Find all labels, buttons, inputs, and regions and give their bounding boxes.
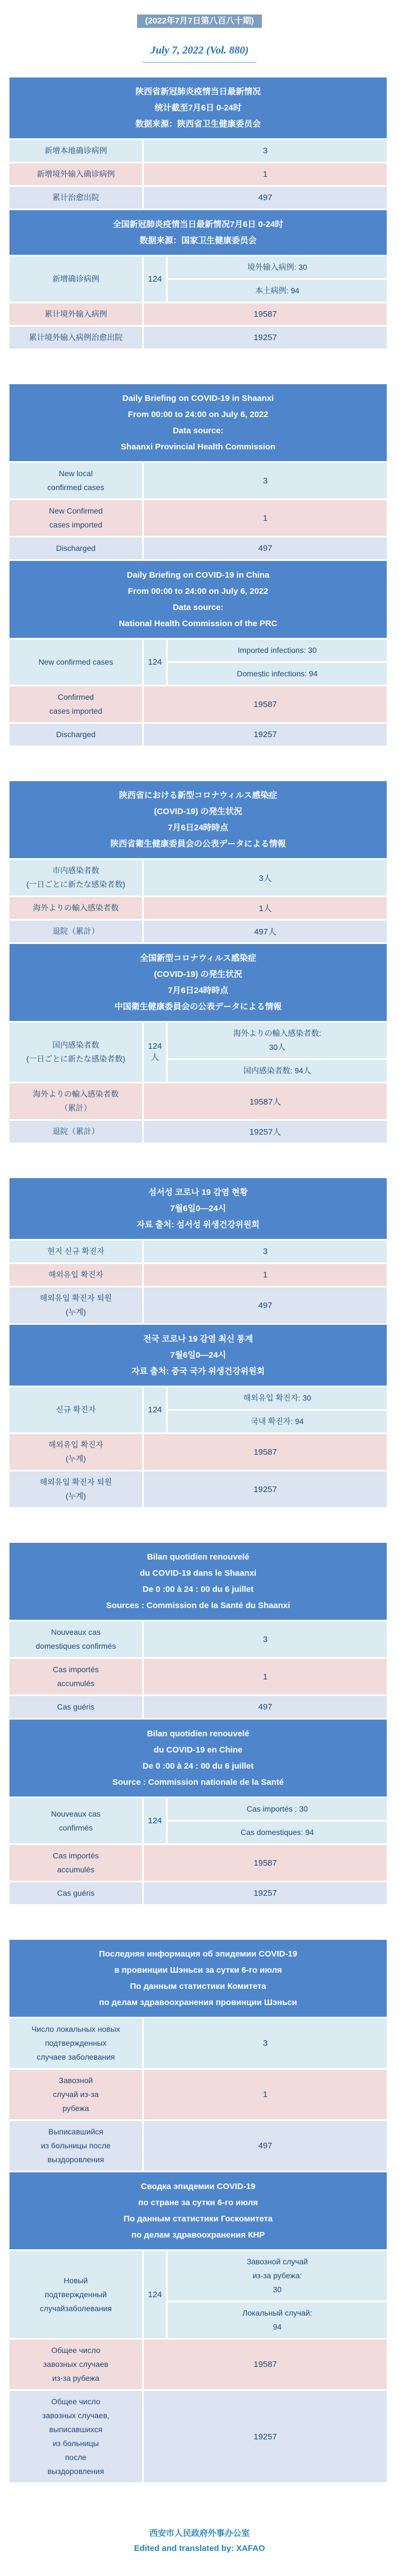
row-label-line: cases imported xyxy=(49,706,103,715)
row-label xyxy=(9,187,142,209)
row-label xyxy=(9,921,142,942)
row-label xyxy=(9,2070,142,2119)
row-breakdown-imported xyxy=(168,2251,387,2301)
table-header-line: 7월6일0—24시 xyxy=(170,1204,226,1213)
row-label-line: подтвержденный xyxy=(45,2289,107,2299)
row-value: 1 xyxy=(144,1264,387,1286)
row-value: 497 xyxy=(144,187,387,209)
row-label-line: 退院（累計） xyxy=(52,927,99,936)
table-row xyxy=(9,140,387,162)
row-label-line: рубежа xyxy=(62,2104,89,2113)
row-label xyxy=(9,2018,142,2068)
row-value: 3 xyxy=(144,1241,387,1262)
section-english xyxy=(9,384,387,745)
row-label xyxy=(9,1083,142,1119)
footer-organization: 西安市人民政府外事办公室 xyxy=(149,2529,250,2538)
table-row xyxy=(9,463,387,498)
table-header-line: 全国新型コロナウィルス感染症 xyxy=(140,953,256,963)
breakdown-line: Domestic infections: 94 xyxy=(237,669,318,678)
row-label xyxy=(9,1696,142,1718)
table-header-line: De 0 :00 à 24 : 00 du 6 juillet xyxy=(142,1761,254,1771)
row-value: 19257 xyxy=(144,327,387,348)
row-breakdown xyxy=(168,2251,387,2338)
russian-table-china-header xyxy=(9,2172,387,2249)
row-value: 19587 xyxy=(144,1845,387,1881)
row-total-value: 124 xyxy=(144,2251,166,2338)
row-label-line: после xyxy=(65,2453,87,2462)
footer xyxy=(0,2526,399,2556)
row-value: 3 xyxy=(144,2018,387,2068)
row-label-line: Nouveaux cas xyxy=(51,1809,101,1818)
row-label-line: Cas guéris xyxy=(57,1889,95,1897)
row-label-line: из больницы после xyxy=(41,2141,111,2150)
row-label-line: 累计境外输入病例治愈出院 xyxy=(29,333,123,342)
table-row xyxy=(9,163,387,185)
table-header-line: 7月6日24時時点 xyxy=(168,823,228,832)
row-label xyxy=(9,1659,142,1694)
row-value: 19257人 xyxy=(144,1121,387,1142)
french-table-shaanxi-header xyxy=(9,1543,387,1620)
table-row xyxy=(9,2018,387,2068)
table-header-line: По данным статистики Комитета xyxy=(130,1982,266,1991)
table-header-line: 陕西省における新型コロナウィルス感染症 xyxy=(119,791,278,800)
row-label-line: Выписавшийся xyxy=(48,2127,104,2136)
row-total-value: 124 xyxy=(144,256,166,302)
row-label-line: случайзаболевания xyxy=(40,2303,112,2313)
table-header-line: Daily Briefing on COVID-19 in Shaanxi xyxy=(122,394,274,403)
row-label xyxy=(9,860,142,895)
breakdown-line: 境外输入病例: 30 xyxy=(247,263,308,272)
row-value: 1 xyxy=(144,163,387,185)
row-label-line: 신규 확진자 xyxy=(56,1405,96,1414)
row-breakdown xyxy=(168,1023,387,1082)
table-row xyxy=(9,256,387,302)
table-header-line: в провинции Шэньси за сутки 6-го июля xyxy=(114,1965,282,1975)
breakdown-line: Imported infections: 30 xyxy=(237,646,317,655)
table-header-line: 섬서성 코로나 19 감염 현황 xyxy=(148,1188,248,1197)
row-label-line: Общее число xyxy=(51,2397,100,2406)
row-label-line: cases imported xyxy=(49,520,103,529)
row-label-line: 新增确诊病例 xyxy=(52,274,99,283)
table-header-line: From 00:00 to 24:00 on July 6, 2022 xyxy=(128,410,269,419)
row-label-line: (누계) xyxy=(65,1308,86,1316)
row-label xyxy=(9,1621,142,1657)
table-row xyxy=(9,500,387,536)
row-label xyxy=(9,1471,142,1507)
section-chinese xyxy=(9,78,387,348)
row-value: 19257 xyxy=(144,2391,387,2482)
table-row xyxy=(9,1845,387,1881)
row-breakdown-domestic xyxy=(168,1822,387,1843)
table-row xyxy=(9,187,387,209)
row-label-line: Cas importés xyxy=(52,1665,99,1674)
row-label-line: 해외유입 확진자 xyxy=(48,1440,104,1449)
row-label-line: (一日ごとに新たな感染者数) xyxy=(26,1054,125,1063)
section-french xyxy=(9,1543,387,1904)
row-label-line: выздоровления xyxy=(47,2155,104,2164)
table-header-line: Shaanxi Provincial Health Commission xyxy=(120,442,276,452)
breakdown-line: 94 xyxy=(273,2322,282,2331)
row-label xyxy=(9,1121,142,1142)
row-label xyxy=(9,1023,142,1082)
row-breakdown-imported xyxy=(168,256,387,278)
table-header-line: Последняя информация об эпидемии COVID-19 xyxy=(99,1949,298,1959)
row-label-line: 해외유입 확진자 퇴원 xyxy=(40,1294,112,1302)
row-value: 19587 xyxy=(144,2340,387,2389)
table-header-line: по делам здравоохранения КНР xyxy=(131,2230,265,2240)
table-row xyxy=(9,1882,387,1904)
row-label xyxy=(9,303,142,325)
row-label-line: domestiques confirmés xyxy=(36,1642,116,1650)
row-label xyxy=(9,1241,142,1262)
row-breakdown-imported xyxy=(168,1387,387,1409)
row-label-line: 国内感染者数 xyxy=(52,1040,99,1049)
row-label-line: New local xyxy=(59,469,93,478)
table-header-line: Sources : Commission de la Santé du Shaanxi xyxy=(106,1601,290,1610)
row-label-line: 海外よりの輸入感染者数 xyxy=(33,1090,119,1098)
row-breakdown-imported xyxy=(168,1023,387,1058)
date-line: July 7, 2022 (Vol. 880) xyxy=(143,45,256,63)
table-header-line: Сводка эпидемии COVID-19 xyxy=(140,2182,256,2191)
row-label-line: 新增境外输入确诊病例 xyxy=(37,170,115,178)
table-header-line: Data source: xyxy=(173,603,223,612)
row-label xyxy=(9,163,142,185)
breakdown-line: 해외유입 확진자: 30 xyxy=(243,1393,312,1402)
row-label-line: Cas importés xyxy=(52,1851,99,1860)
row-label xyxy=(9,897,142,919)
row-label-line: （累計） xyxy=(60,1103,91,1112)
english-table-china-header xyxy=(9,561,387,638)
row-value: 19257 xyxy=(144,724,387,745)
table-header-line: Data source: xyxy=(173,426,223,435)
table-row xyxy=(9,1434,387,1470)
table-header-line: Daily Briefing on COVID-19 in China xyxy=(126,570,270,580)
table-row xyxy=(9,538,387,559)
row-label xyxy=(9,640,142,685)
table-header-line: 자료 출처: 중국 국가 위생건강위원회 xyxy=(131,1367,265,1376)
breakdown-line: 30人 xyxy=(269,1043,286,1052)
row-label-line: (누계) xyxy=(65,1492,86,1500)
row-label-line: Завозной xyxy=(59,2076,93,2085)
row-breakdown xyxy=(168,640,387,685)
row-value: 3 xyxy=(144,463,387,498)
row-value: 3 xyxy=(144,140,387,162)
row-label-line: New Confirmed xyxy=(48,506,103,515)
row-breakdown xyxy=(168,1387,387,1432)
table-header-line: 7月6日24時時点 xyxy=(168,986,228,995)
row-label xyxy=(9,1845,142,1881)
row-value: 1 xyxy=(144,2070,387,2119)
table-row xyxy=(9,2340,387,2389)
row-value: 19257 xyxy=(144,1471,387,1507)
row-label-line: из-за рубежа xyxy=(52,2374,100,2383)
table-header-line: De 0 :00 à 24 : 00 du 6 juillet xyxy=(142,1585,254,1594)
table-row xyxy=(9,2391,387,2482)
row-value: 19587 xyxy=(144,303,387,325)
row-label xyxy=(9,1434,142,1470)
russian-table-shaanxi-header xyxy=(9,1940,387,2017)
row-label xyxy=(9,327,142,348)
table-row xyxy=(9,303,387,325)
row-value: 19257 xyxy=(144,1882,387,1904)
row-value: 497 xyxy=(144,538,387,559)
table-row xyxy=(9,640,387,685)
table-row xyxy=(9,1621,387,1657)
row-label-line: Nouveaux cas xyxy=(51,1628,101,1636)
row-label-line: 해외유입 확진자 xyxy=(48,1270,104,1279)
table-row xyxy=(9,2070,387,2119)
row-total-value: 124 xyxy=(144,640,166,685)
row-label-line: Общее число xyxy=(51,2346,100,2355)
row-label-line: Новый xyxy=(64,2275,88,2285)
row-value: 1 xyxy=(144,500,387,536)
row-label-line: выписавшихся xyxy=(49,2425,103,2434)
section-russian xyxy=(9,1940,387,2482)
table-header-line: 数据来源：国家卫生健康委员会 xyxy=(139,236,257,245)
table-row xyxy=(9,1287,387,1323)
row-value: 19587人 xyxy=(144,1083,387,1119)
table-row xyxy=(9,724,387,745)
english-table-shaanxi-header xyxy=(9,384,387,461)
breakdown-line: 국내 확진자: 94 xyxy=(251,1417,304,1426)
row-label-line: завозных случаев xyxy=(43,2360,109,2369)
row-total-value: 124 xyxy=(144,1387,166,1432)
table-header-line: 자료 출처: 섬서성 위생건강위원회 xyxy=(137,1220,260,1229)
breakdown-line: 30 xyxy=(273,2285,282,2294)
table-row xyxy=(9,1798,387,1843)
table-row xyxy=(9,1241,387,1262)
table-header-line: 陕西省衛生健康委員会の公表データによる情報 xyxy=(110,839,286,849)
row-value: 497 xyxy=(144,2121,387,2171)
table-header-line: du COVID-19 dans le Shaanxi xyxy=(139,1568,257,1578)
row-label xyxy=(9,2340,142,2389)
breakdown-line: 本土病例: 94 xyxy=(255,286,300,295)
row-total-value: 124 xyxy=(144,1798,166,1843)
breakdown-line: Завозной случай xyxy=(246,2257,308,2266)
row-total-value: 124人 xyxy=(144,1023,166,1082)
table-header-line: 数据来源：陕西省卫生健康委员会 xyxy=(135,119,261,129)
table-header-line: Bilan quotidien renouvelé xyxy=(147,1552,250,1562)
row-label-line: завозных случаев, xyxy=(42,2411,110,2420)
section-korean xyxy=(9,1178,387,1507)
breakdown-line: Локальный случай: xyxy=(242,2308,313,2317)
row-label xyxy=(9,724,142,745)
row-value: 3 xyxy=(144,1621,387,1657)
table-row xyxy=(9,686,387,722)
row-label-line: (누계) xyxy=(65,1454,86,1463)
table-header-line: National Health Commission of the PRC xyxy=(119,619,278,628)
row-label-line: confirmés xyxy=(59,1823,93,1832)
table-row xyxy=(9,921,387,942)
table-row xyxy=(9,1659,387,1694)
row-label xyxy=(9,1882,142,1904)
row-label xyxy=(9,1264,142,1286)
table-row xyxy=(9,1083,387,1119)
sections xyxy=(9,78,387,2482)
row-label xyxy=(9,538,142,559)
row-breakdown-domestic xyxy=(168,2302,387,2338)
table-header-line: По данным статистики Госкомитета xyxy=(123,2214,273,2224)
table-row xyxy=(9,2251,387,2338)
breakdown-line: 国内感染者数: 94人 xyxy=(243,1066,312,1075)
row-label-line: случаев заболевания xyxy=(36,2052,115,2061)
row-breakdown-domestic xyxy=(168,663,387,685)
row-label-line: 해외유입 확진자 퇴원 xyxy=(40,1478,112,1486)
chinese-table-china-header xyxy=(9,210,387,255)
row-label xyxy=(9,256,142,302)
row-label-line: 海外よりの輸入感染者数 xyxy=(33,903,119,912)
row-label xyxy=(9,2121,142,2171)
breakdown-line: 海外よりの輸入感染者数: xyxy=(233,1029,322,1038)
row-label-line: 累计境外输入病例 xyxy=(45,309,107,318)
table-header-line: 全国新冠肺炎疫情当日最新情况7月6日 0-24时 xyxy=(113,220,284,229)
issue-title: (2022年7月7日第八百八十期) xyxy=(137,14,261,28)
chinese-table-shaanxi-header xyxy=(9,78,387,138)
row-label-line: случай из-за xyxy=(52,2090,99,2099)
row-label-line: accumulés xyxy=(57,1865,95,1874)
table-header-line: du COVID-19 en Chine xyxy=(153,1745,243,1755)
row-breakdown xyxy=(168,1798,387,1843)
breakdown-line: Cas domestiques: 94 xyxy=(240,1828,314,1837)
row-label xyxy=(9,463,142,498)
date-line-wrap xyxy=(0,45,399,63)
french-table-china-header xyxy=(9,1720,387,1797)
table-row xyxy=(9,327,387,348)
table-header-line: 7월6일0—24시 xyxy=(170,1350,226,1360)
row-breakdown-domestic xyxy=(168,1411,387,1432)
row-breakdown-imported xyxy=(168,640,387,661)
row-value: 19587 xyxy=(144,686,387,722)
row-label-line: 현지 신규 확진자 xyxy=(47,1247,105,1256)
table-row xyxy=(9,1023,387,1082)
row-label xyxy=(9,686,142,722)
breakdown-line: Cas importés : 30 xyxy=(246,1804,308,1813)
row-value: 3人 xyxy=(144,860,387,895)
row-label-line: (一日ごとに新たな感染者数) xyxy=(26,880,125,889)
table-row xyxy=(9,2121,387,2171)
table-header-line: Source : Commission nationale de la Santé xyxy=(112,1778,284,1787)
row-label xyxy=(9,1387,142,1432)
japanese-table-shaanxi-header xyxy=(9,781,387,858)
korean-table-china-header xyxy=(9,1325,387,1386)
table-row xyxy=(9,1121,387,1142)
row-label-line: Discharged xyxy=(56,544,96,553)
row-label-line: Confirmed xyxy=(57,693,94,701)
row-label-line: Cas guéris xyxy=(57,1702,95,1711)
table-header-line: 中国衛生健康委員会の公表データによる情報 xyxy=(114,1002,282,1011)
breakdown-line: из-за рубежа: xyxy=(252,2271,302,2280)
row-label xyxy=(9,2391,142,2482)
row-label xyxy=(9,140,142,162)
row-label-line: 退院（累計） xyxy=(52,1127,99,1136)
table-row xyxy=(9,860,387,895)
table-row xyxy=(9,1696,387,1718)
row-label xyxy=(9,1798,142,1843)
footer-credit: Edited and translated by: XAFAO xyxy=(134,2544,265,2553)
row-label xyxy=(9,2251,142,2338)
row-label-line: accumulés xyxy=(57,1679,95,1688)
japanese-table-china-header xyxy=(9,944,387,1021)
issue-title-wrap xyxy=(0,14,399,28)
row-label-line: 市内感染者数 xyxy=(52,866,99,875)
table-header-line: (COVID-19) の発生状況 xyxy=(154,807,242,816)
table-header-line: 전국 코로나 19 감염 최신 통계 xyxy=(143,1334,253,1344)
row-label-line: confirmed cases xyxy=(47,483,104,492)
table-row xyxy=(9,1471,387,1507)
row-label-line: New confirmed cases xyxy=(38,657,113,666)
row-label-line: выздоровления xyxy=(47,2467,104,2476)
row-label-line: из больницы xyxy=(52,2439,99,2448)
row-breakdown-imported xyxy=(168,1798,387,1820)
row-label xyxy=(9,1287,142,1323)
row-label-line: 新增本地确诊病例 xyxy=(45,146,107,155)
table-header-line: по делам здравоохранения провинции Шэньси xyxy=(99,1998,298,2007)
table-header-line: From 00:00 to 24:00 on July 6, 2022 xyxy=(128,587,269,596)
row-value: 19587 xyxy=(144,1434,387,1470)
table-header-line: 陕西省新冠肺炎疫情当日最新情况 xyxy=(135,87,261,96)
row-value: 497 xyxy=(144,1287,387,1323)
table-header-line: по стране за сутки 6-го июля xyxy=(138,2198,258,2207)
row-value: 1 xyxy=(144,1659,387,1694)
table-row xyxy=(9,1264,387,1286)
row-breakdown-domestic xyxy=(168,1060,387,1082)
row-label-line: Discharged xyxy=(56,730,96,739)
section-japanese xyxy=(9,781,387,1142)
row-label-line: подтвержденных xyxy=(45,2038,107,2047)
row-label-line: 累计治愈出院 xyxy=(52,193,99,202)
row-breakdown xyxy=(168,256,387,302)
korean-table-shaanxi-header xyxy=(9,1178,387,1239)
table-header-line: (COVID-19) の発生状況 xyxy=(154,970,242,979)
table-header-line: Bilan quotidien renouvelé xyxy=(147,1729,250,1739)
row-label xyxy=(9,500,142,536)
row-label-line: Число локальных новых xyxy=(31,2025,120,2033)
row-value: 1人 xyxy=(144,897,387,919)
table-row xyxy=(9,1387,387,1432)
table-row xyxy=(9,897,387,919)
table-header-line: 统计截至7月6日 0-24时 xyxy=(154,103,242,113)
row-breakdown-domestic xyxy=(168,280,387,302)
row-value: 497 xyxy=(144,1696,387,1718)
row-value: 497人 xyxy=(144,921,387,942)
